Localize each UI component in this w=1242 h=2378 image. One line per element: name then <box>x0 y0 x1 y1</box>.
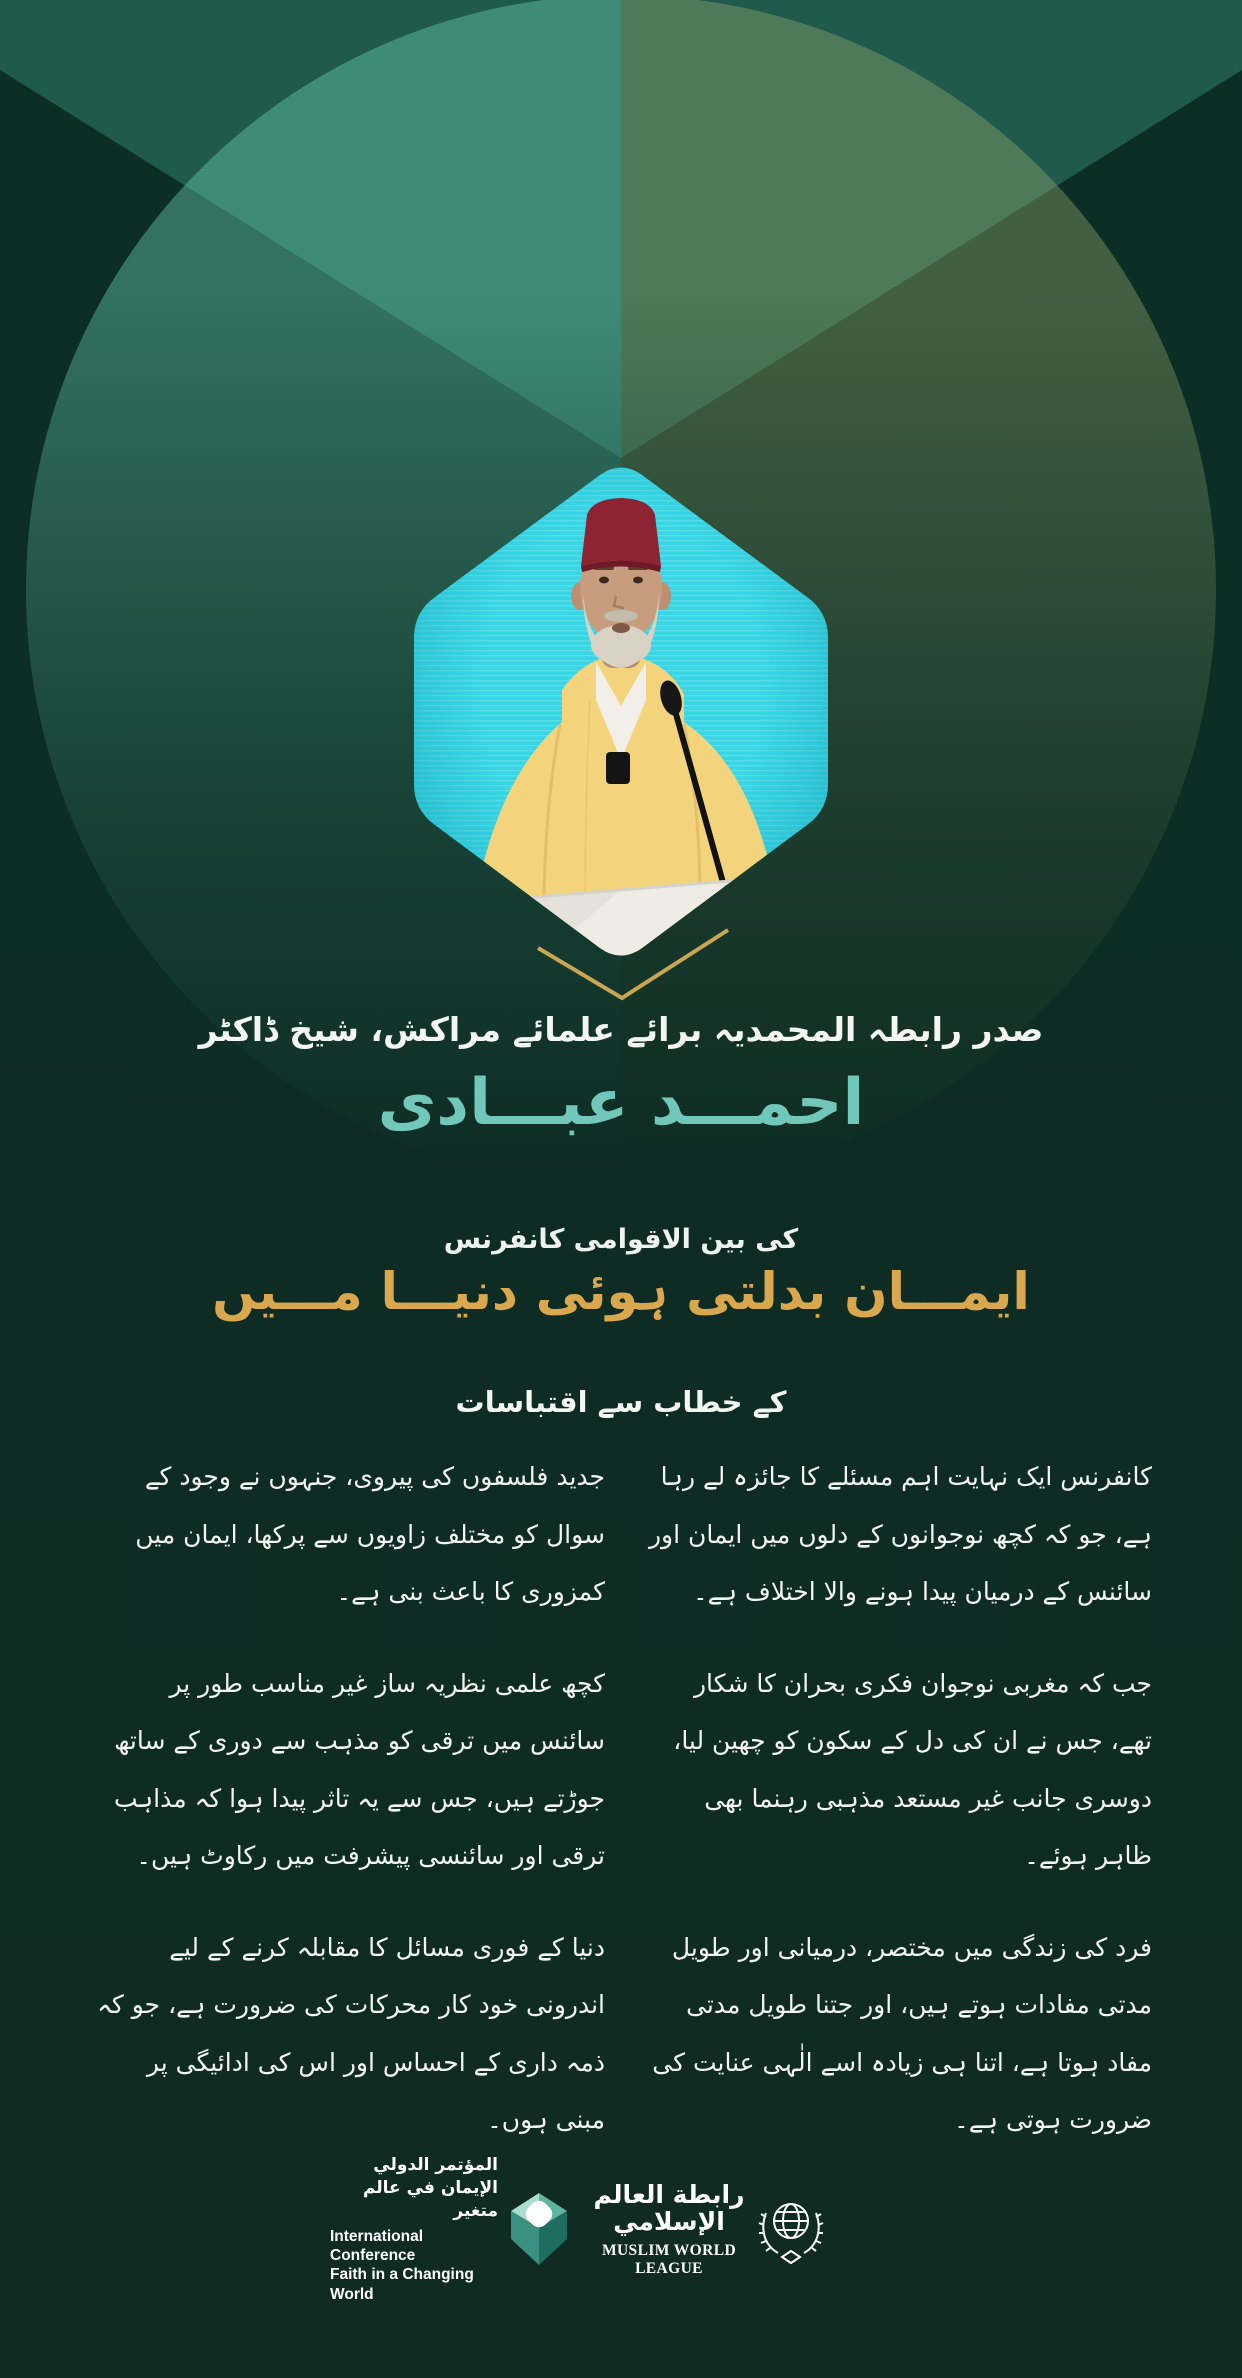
quotes-column-right <box>647 1448 1152 2183</box>
quotes-column-left <box>90 1448 605 2183</box>
conference-logo-arabic-line2: الإيمان في عالم متغير <box>362 2177 498 2221</box>
mustache <box>604 610 638 622</box>
quote-paragraph: کانفرنس ایک نہایت اہم مسئلے کا جائزہ لے رہا ہے، جو کہ کچھ نوجوانوں کے دلوں میں ایمان اور سائنس کے درمیان پیدا ہونے والا اختلاف ہے۔ <box>648 1462 1152 1606</box>
conference-suffix: کے خطاب سے اقتباسات <box>455 1385 787 1419</box>
quote-paragraph: جدید فلسفوں کی پیروی، جنہوں نے وجود کے سوال کو مختلف زاویوں سے پرکھا، ایمان میں کمزوری کا باعث بنی ہے۔ <box>135 1462 605 1606</box>
quote-paragraph: دنیا کے فوری مسائل کا مقابلہ کرنے کے لیے اندرونی خود کار محرکات کی ضرورت ہے، جو کہ ذمہ داری کے احساس اور اس کی ادائیگی پر مبنی ہوں۔ <box>97 1932 605 2134</box>
quote-paragraph: کچھ علمی نظریہ ساز غیر مناسب طور پر سائنس میں ترقی کو مذہب سے دوری کے ساتھ جوڑتے ہیں، جس سے یہ تاثر پیدا ہوا کہ مذاہب ترقی اور سائنسی پیشرفت میں رکاوٹ ہیں۔ <box>113 1668 605 1870</box>
conference-title: ایمـــان بدلتی ہوئی دنیـــا مـــیں <box>212 1263 1030 1322</box>
footer <box>330 2154 912 2303</box>
conference-logo-arabic-line1: المؤتمر الدولي <box>373 2154 498 2175</box>
quote-paragraph: جب کہ مغربی نوجوان فکری بحران کا شکار تھے، جس نے ان کی دل کے سکون کو چھین لیا، دوسری جانب غیر مستعد مذہبی رہنما بھی ظاہر ہوئے۔ <box>673 1668 1152 1870</box>
top-art <box>0 0 1242 1170</box>
conference-logo <box>330 2154 498 2304</box>
conference-logo-english-line1: International Conference <box>330 2227 424 2265</box>
mwl-emblem-icon <box>754 2191 828 2267</box>
mwl-logo-arabic: رابطة العالم الإسلامي <box>593 2179 745 2236</box>
quote-paragraph: فرد کی زندگی میں مختصر، درمیانی اور طویل مدتی مفادات ہوتے ہیں، اور جتنا طویل مدتی مفاد ہوتا ہے، اتنا ہی زیادہ اسے الٰہی عنایت کی ضرورت ہوتی ہے۔ <box>652 1932 1152 2134</box>
fez <box>581 498 661 566</box>
speaker-name: احمـــد عبـــادی <box>377 1066 865 1140</box>
mwl-logo <box>584 2181 838 2278</box>
mwl-logo-english: MUSLIM WORLD LEAGUE <box>601 2241 737 2277</box>
conference-gem-icon <box>508 2192 570 2266</box>
conference-logo-english-line2: Faith in a Changing World <box>330 2266 474 2303</box>
speaker-title: صدر رابطہ المحمدیہ برائے علمائے مراکش، شیخ ڈاکٹر <box>198 1010 1044 1049</box>
lapel-mic <box>606 752 630 784</box>
conference-prefix: کی بین الاقوامی کانفرنس <box>443 1224 799 1255</box>
